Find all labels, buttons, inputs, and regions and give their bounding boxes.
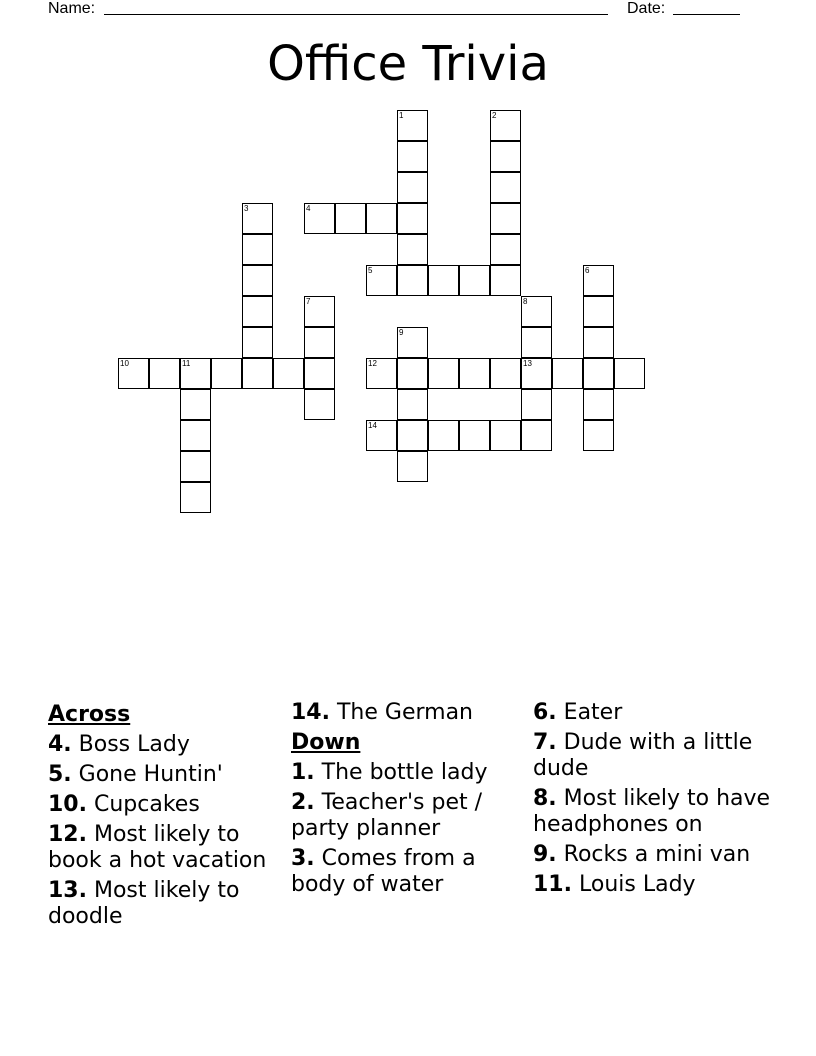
grid-cell[interactable] xyxy=(583,358,614,389)
grid-cell[interactable] xyxy=(397,172,428,203)
clue-text: Most likely to have headphones on xyxy=(533,786,771,837)
clue-number: 7. xyxy=(533,730,557,755)
grid-cell[interactable] xyxy=(180,358,211,389)
across-clue-12 xyxy=(48,822,288,874)
clue-number: 5. xyxy=(48,762,72,787)
clue-text: Boss Lady xyxy=(78,732,190,757)
grid-cell[interactable] xyxy=(397,451,428,482)
name-label: Name: xyxy=(48,0,96,17)
clue-number: 2. xyxy=(291,790,315,815)
down-clue-6 xyxy=(533,700,773,726)
grid-cell[interactable] xyxy=(490,420,521,451)
clue-text: Cupcakes xyxy=(93,792,200,817)
cell-number: 13 xyxy=(523,359,532,368)
clue-text: Rocks a mini van xyxy=(563,842,751,867)
clue-text: Louis Lady xyxy=(578,872,696,897)
grid-cell[interactable] xyxy=(490,172,521,203)
grid-cell[interactable] xyxy=(583,327,614,358)
cell-number: 1 xyxy=(399,111,404,120)
grid-cell[interactable] xyxy=(428,265,459,296)
down-heading: Down xyxy=(291,730,361,755)
grid-cell[interactable] xyxy=(490,358,521,389)
grid-cell[interactable] xyxy=(335,203,366,234)
grid-cell[interactable] xyxy=(552,358,583,389)
down-clue-1 xyxy=(291,760,531,786)
down-clue-3 xyxy=(291,846,531,898)
page-title: Office Trivia xyxy=(267,36,549,92)
clues-column-2 xyxy=(291,700,531,902)
clues-column-1 xyxy=(48,700,288,934)
clue-number: 4. xyxy=(48,732,72,757)
cell-number: 2 xyxy=(492,111,497,120)
clue-number: 12. xyxy=(48,822,87,847)
grid-cell[interactable] xyxy=(521,389,552,420)
grid-cell[interactable] xyxy=(304,203,335,234)
clue-text: Gone Huntin' xyxy=(78,762,223,787)
grid-cell[interactable] xyxy=(428,358,459,389)
cell-number: 11 xyxy=(182,359,191,368)
clue-number: 3. xyxy=(291,846,315,871)
clue-number: 10. xyxy=(48,792,87,817)
clue-number: 6. xyxy=(533,700,557,725)
across-clue-13 xyxy=(48,878,288,930)
clue-number: 8. xyxy=(533,786,557,811)
grid-cell[interactable] xyxy=(397,265,428,296)
grid-cell[interactable] xyxy=(397,389,428,420)
grid-cell[interactable] xyxy=(459,265,490,296)
grid-cell[interactable] xyxy=(490,141,521,172)
grid-cell[interactable] xyxy=(583,265,614,296)
grid-cell[interactable] xyxy=(521,358,552,389)
cell-number: 3 xyxy=(244,204,249,213)
grid-cell[interactable] xyxy=(242,234,273,265)
grid-cell[interactable] xyxy=(242,265,273,296)
grid-cell[interactable] xyxy=(583,420,614,451)
grid-cell[interactable] xyxy=(211,358,242,389)
grid-cell[interactable] xyxy=(521,296,552,327)
grid-cell[interactable] xyxy=(304,296,335,327)
grid-cell[interactable] xyxy=(428,420,459,451)
cell-number: 14 xyxy=(368,421,377,430)
grid-cell[interactable] xyxy=(614,358,645,389)
cell-number: 5 xyxy=(368,266,373,275)
grid-cell[interactable] xyxy=(521,420,552,451)
grid-cell[interactable] xyxy=(490,265,521,296)
across-clue-14 xyxy=(291,700,531,726)
down-clue-11 xyxy=(533,872,773,898)
grid-cell[interactable] xyxy=(149,358,180,389)
grid-cell[interactable] xyxy=(397,141,428,172)
down-clue-2 xyxy=(291,790,531,842)
grid-cell[interactable] xyxy=(242,203,273,234)
clue-text: Most likely to doodle xyxy=(48,878,240,929)
grid-cell[interactable] xyxy=(583,389,614,420)
cell-number: 9 xyxy=(399,328,404,337)
clue-text: Eater xyxy=(563,700,623,725)
across-heading: Across xyxy=(48,702,131,727)
grid-cell[interactable] xyxy=(242,296,273,327)
grid-cell[interactable] xyxy=(304,389,335,420)
grid-cell[interactable] xyxy=(242,358,273,389)
date-label: Date: xyxy=(627,0,666,17)
clue-text: Teacher's pet / party planner xyxy=(291,790,483,841)
clue-number: 11. xyxy=(533,872,572,897)
cell-number: 6 xyxy=(585,266,590,275)
grid-cell[interactable] xyxy=(180,451,211,482)
clue-text: Dude with a little dude xyxy=(533,730,753,781)
across-clue-4 xyxy=(48,732,288,758)
grid-cell[interactable] xyxy=(180,420,211,451)
grid-cell[interactable] xyxy=(180,389,211,420)
grid-cell[interactable] xyxy=(242,327,273,358)
grid-cell[interactable] xyxy=(304,358,335,389)
grid-cell[interactable] xyxy=(118,358,149,389)
grid-cell[interactable] xyxy=(366,420,397,451)
grid-cell[interactable] xyxy=(490,234,521,265)
grid-cell[interactable] xyxy=(397,420,428,451)
cell-number: 7 xyxy=(306,297,311,306)
grid-cell[interactable] xyxy=(459,358,490,389)
down-clue-9 xyxy=(533,842,773,868)
clue-text: Comes from a body of water xyxy=(291,846,476,897)
grid-cell[interactable] xyxy=(490,110,521,141)
cell-number: 10 xyxy=(120,359,129,368)
cell-number: 12 xyxy=(368,359,377,368)
grid-cell[interactable] xyxy=(397,203,428,234)
cell-number: 8 xyxy=(523,297,528,306)
grid-cell[interactable] xyxy=(397,110,428,141)
cell-number: 4 xyxy=(306,204,311,213)
clue-text: Most likely to book a hot vacation xyxy=(48,822,267,873)
grid-cell[interactable] xyxy=(397,327,428,358)
grid-cell[interactable] xyxy=(366,358,397,389)
grid-cell[interactable] xyxy=(583,296,614,327)
clue-number: 14. xyxy=(291,700,330,725)
down-clue-8 xyxy=(533,786,773,838)
clue-number: 13. xyxy=(48,878,87,903)
across-clue-5 xyxy=(48,762,288,788)
clue-number: 9. xyxy=(533,842,557,867)
grid-cell[interactable] xyxy=(304,327,335,358)
grid-cell[interactable] xyxy=(273,358,304,389)
grid-cell[interactable] xyxy=(490,203,521,234)
down-clue-7 xyxy=(533,730,773,782)
clue-text: The bottle lady xyxy=(321,760,488,785)
clue-number: 1. xyxy=(291,760,315,785)
grid-cell[interactable] xyxy=(521,327,552,358)
grid-cell[interactable] xyxy=(180,482,211,513)
grid-cell[interactable] xyxy=(366,265,397,296)
grid-cell[interactable] xyxy=(397,234,428,265)
clue-text: The German xyxy=(336,700,473,725)
grid-cell[interactable] xyxy=(397,358,428,389)
across-clue-10 xyxy=(48,792,288,818)
grid-cell[interactable] xyxy=(366,203,397,234)
clues-column-3 xyxy=(533,700,773,902)
grid-cell[interactable] xyxy=(459,420,490,451)
